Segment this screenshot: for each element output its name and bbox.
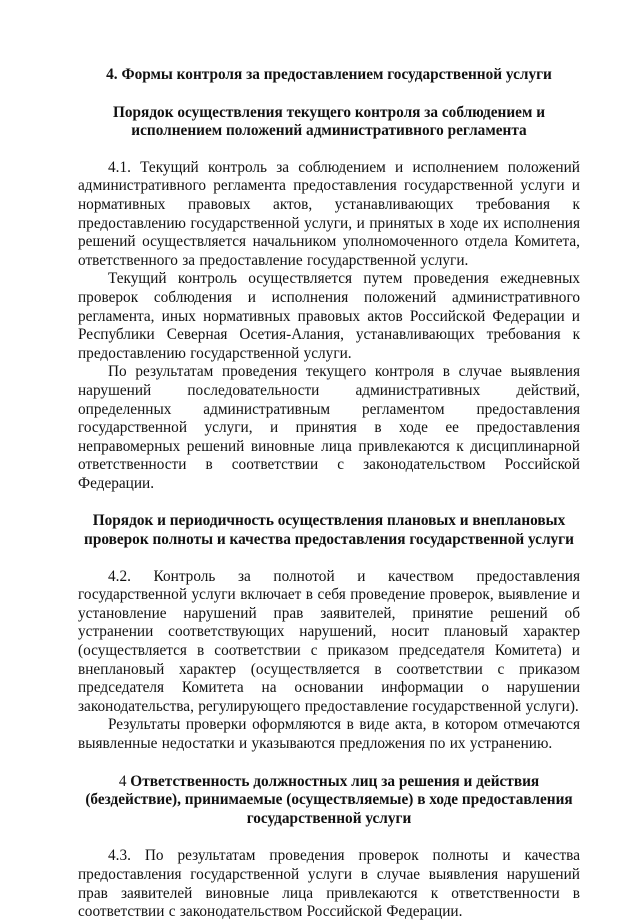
section-title: 4. Формы контроля за предоставлением государственной услуги: [106, 66, 552, 83]
subsection-title-planned-checks: Порядок и периодичность осуществления плановых и внеплановых проверок полноты и качества предоставления государственной услуги: [84, 512, 574, 549]
subsection-number: 4: [118, 772, 131, 790]
paragraph-current-control-results: По результатам проведения текущего контроля в случае выявления нарушений последовательности административных действий, определенных административным регламентом предоставления государственной услуги, и принятия в ходе ее предоставления неправомерных решений виновные лица привлекаются к дисциплинарной ответственности в соответствии с законодательством Российской Федерации.: [78, 363, 580, 492]
paragraph-current-control: Текущий контроль осуществляется путем проведения ежедневных проверок соблюдения и исполнения положений административного регламента, иных нормативных правовых актов Российской Федерации и Республики Северная Осетия-Алания, устанавливающих требования к предоставлению государственной услуги.: [78, 270, 580, 362]
subsection-title-responsibility: [78, 773, 580, 829]
paragraph-4-2: 4.2. Контроль за полнотой и качеством предоставления государственной услуги включает в себя проведение проверок, выявление и установление нарушений прав заявителей, принятие решений об устранении соответствующих нарушений, носит плановый характер (осуществляется в соответствии с приказом председателя Комитета) и внеплановый характер (осуществляется в соответствии с приказом председателя Комитета на основании информации о нарушении законодательства, регулирующего предоставление государственной услуги).: [78, 567, 580, 715]
subsection-title-text: Ответственность должностных лиц за решения и действия (бездействие), принимаемые (осуществляемые) в ходе предоставления государственной услуги: [85, 772, 573, 827]
document-page: [78, 66, 580, 922]
paragraph-check-results: Результаты проверки оформляются в виде акта, в котором отмечаются выявленные недостатки и указываются предложения по их устранению.: [78, 716, 580, 752]
subsection-title-current-control: Порядок осуществления текущего контроля за соблюдением и исполнением положений административного регламента: [112, 103, 546, 140]
paragraph-4-3: 4.3. По результатам проведения проверок полноты и качества предоставления государственной услуги в случае выявления нарушений прав заявителей виновные лица привлекаются к ответственности в соответствии с законодательством Российской Федерации.: [78, 847, 580, 921]
paragraph-4-1: 4.1. Текущий контроль за соблюдением и исполнением положений административного регламента предоставления государственной услуги и нормативных правовых актов, устанавливающих требования к предоставлению государственной услуги, и принятых в ходе их исполнения решений осуществляется начальником уполномоченного отдела Комитета, ответственного за предоставление государственной услуги.: [78, 158, 580, 269]
